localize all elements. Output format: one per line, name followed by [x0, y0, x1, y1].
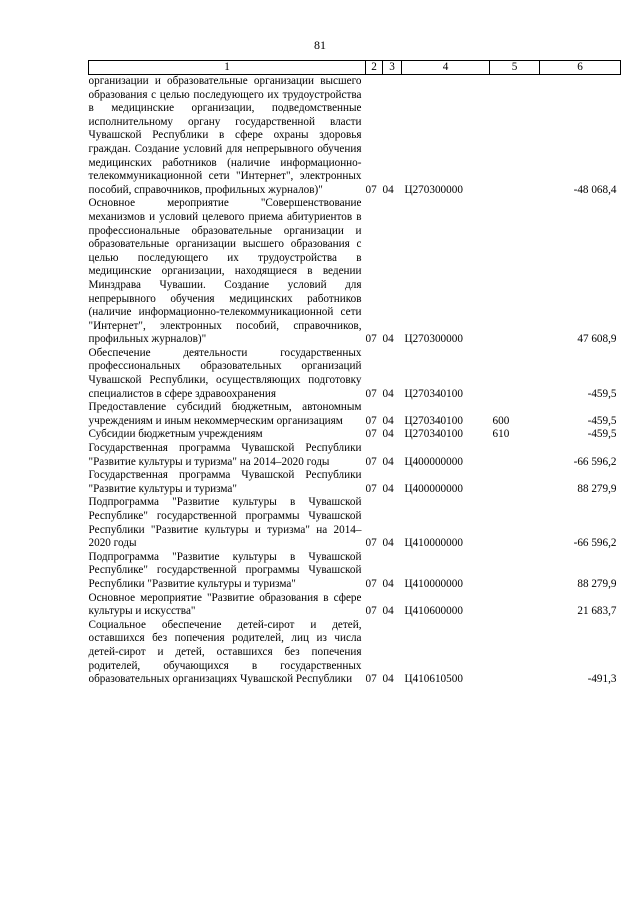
row-section: 07	[365, 414, 377, 427]
row-subsection: 04	[382, 482, 394, 495]
row-section: 07	[365, 455, 377, 468]
header-col-1: 1	[89, 61, 366, 75]
row-expense-type	[490, 619, 540, 687]
table-row	[89, 428, 621, 442]
row-name: организации и образовательные организации высшего образования с целью последующего их трудоустройства в медицинские организации, подведомственные исполнительному органу государственной власти Чувашской Республики в сфере охраны здоровья граждан. Создание условий для непрерывного обучения медицинских работников (наличие информационно-телекоммуникационной сети "Интернет", электронных пособий, справочников, профильных журналов)"	[88, 75, 362, 196]
row-amount: -66 596,2	[573, 455, 617, 468]
row-section: 07	[365, 387, 377, 400]
table-row	[89, 347, 621, 401]
row-section: 07	[365, 673, 377, 686]
row-expense-type	[490, 469, 540, 496]
header-col-2: 2	[366, 61, 383, 75]
row-subsection: 04	[382, 537, 394, 550]
row-amount: -491,3	[587, 673, 617, 686]
row-expense-type	[490, 442, 540, 469]
row-name: Государственная программа Чувашской Республики "Развитие культуры и туризма" на 2014–2020 годы	[88, 442, 362, 468]
row-target-code: Ц270340100	[404, 387, 463, 400]
row-target-code: Ц410600000	[404, 605, 463, 618]
row-section: 07	[365, 577, 377, 590]
row-section: 07	[365, 537, 377, 550]
row-expense-type	[490, 592, 540, 619]
header-col-5: 5	[490, 61, 540, 75]
row-amount: -459,5	[587, 387, 617, 400]
row-amount: 88 279,9	[577, 577, 617, 590]
row-subsection: 04	[382, 414, 394, 427]
row-subsection: 04	[382, 455, 394, 468]
row-subsection: 04	[382, 333, 394, 346]
row-section: 07	[365, 428, 377, 441]
table-row	[89, 619, 621, 687]
row-expense-type	[490, 197, 540, 347]
table-header-row	[89, 61, 621, 75]
row-subsection: 04	[382, 577, 394, 590]
row-section: 07	[365, 605, 377, 618]
budget-table	[88, 60, 621, 687]
page-number: 81	[314, 38, 326, 52]
row-name: Субсидии бюджетным учреждениям	[88, 428, 263, 441]
row-amount: 88 279,9	[577, 482, 617, 495]
row-expense-type	[490, 75, 540, 198]
row-target-code: Ц270340100	[404, 414, 463, 427]
row-amount: 47 608,9	[577, 333, 617, 346]
row-target-code: Ц410610500	[404, 673, 463, 686]
table-row	[89, 197, 621, 347]
table-row	[89, 551, 621, 592]
row-name: Социальное обеспечение детей-сирот и детей, оставшихся без попечения родителей, лиц из числа детей-сирот и детей, оставшихся без попечения родителей, обучающихся в государственных образовательных организациях Чувашской Республики	[88, 618, 362, 686]
row-section: 07	[365, 183, 377, 196]
row-section: 07	[365, 482, 377, 495]
row-target-code: Ц410000000	[404, 537, 463, 550]
row-expense-type	[490, 347, 540, 401]
row-target-code: Ц270300000	[404, 333, 463, 346]
row-name: Подпрограмма "Развитие культуры в Чувашской Республике" государственной программы Чувашской Республики "Развитие культуры и туризма"	[88, 550, 362, 590]
row-amount: -66 596,2	[573, 537, 617, 550]
table-row	[89, 442, 621, 469]
row-target-code: Ц400000000	[404, 455, 463, 468]
row-subsection: 04	[382, 387, 394, 400]
row-amount: -48 068,4	[573, 183, 617, 196]
header-col-3: 3	[383, 61, 402, 75]
table-row	[89, 401, 621, 428]
row-target-code: Ц270300000	[404, 183, 463, 196]
row-amount: -459,5	[587, 414, 617, 427]
row-amount: 21 683,7	[577, 605, 617, 618]
row-name: Основное мероприятие "Совершенствование механизмов и условий целевого приема абитуриентов в профессиональные образовательные организации и образовательные организации высшего образования с целью последующего их трудоустройства в медицинские организации, находящиеся в ведении Минздрава Чувашии. Создание условий для непрерывного обучения медицинских работников (наличие информационно-телекоммуникационной сети "Интернет", электронных пособий, справочников, профильных журналов)"	[88, 197, 362, 346]
row-expense-type: 600	[492, 414, 510, 427]
row-name: Государственная программа Чувашской Республики "Развитие культуры и туризма"	[88, 469, 362, 495]
row-expense-type: 610	[492, 428, 510, 441]
header-col-4: 4	[402, 61, 490, 75]
row-target-code: Ц270340100	[404, 428, 463, 441]
table-row	[89, 75, 621, 198]
row-subsection: 04	[382, 183, 394, 196]
row-expense-type	[490, 496, 540, 550]
row-target-code: Ц410000000	[404, 577, 463, 590]
row-amount: -459,5	[587, 428, 617, 441]
row-name: Подпрограмма "Развитие культуры в Чувашской Республике" государственной программы Чувашской Республики "Развитие культуры и туризма" на 2014–2020 годы	[88, 496, 362, 550]
row-subsection: 04	[382, 605, 394, 618]
table-row	[89, 469, 621, 496]
row-target-code: Ц400000000	[404, 482, 463, 495]
row-name: Обеспечение деятельности государственных профессиональных образовательных организаций Чувашской Республики, осуществляющих подготовку специалистов в сфере здравоохранения	[88, 346, 362, 400]
row-subsection: 04	[382, 673, 394, 686]
row-subsection: 04	[382, 428, 394, 441]
header-col-6: 6	[540, 61, 621, 75]
row-name: Основное мероприятие "Развитие образования в сфере культуры и искусства"	[88, 591, 362, 618]
row-section: 07	[365, 333, 377, 346]
row-expense-type	[490, 551, 540, 592]
table-row	[89, 592, 621, 619]
row-name: Предоставление субсидий бюджетным, автономным учреждениям и иным некоммерческим организациям	[88, 401, 362, 427]
table-row	[89, 496, 621, 550]
